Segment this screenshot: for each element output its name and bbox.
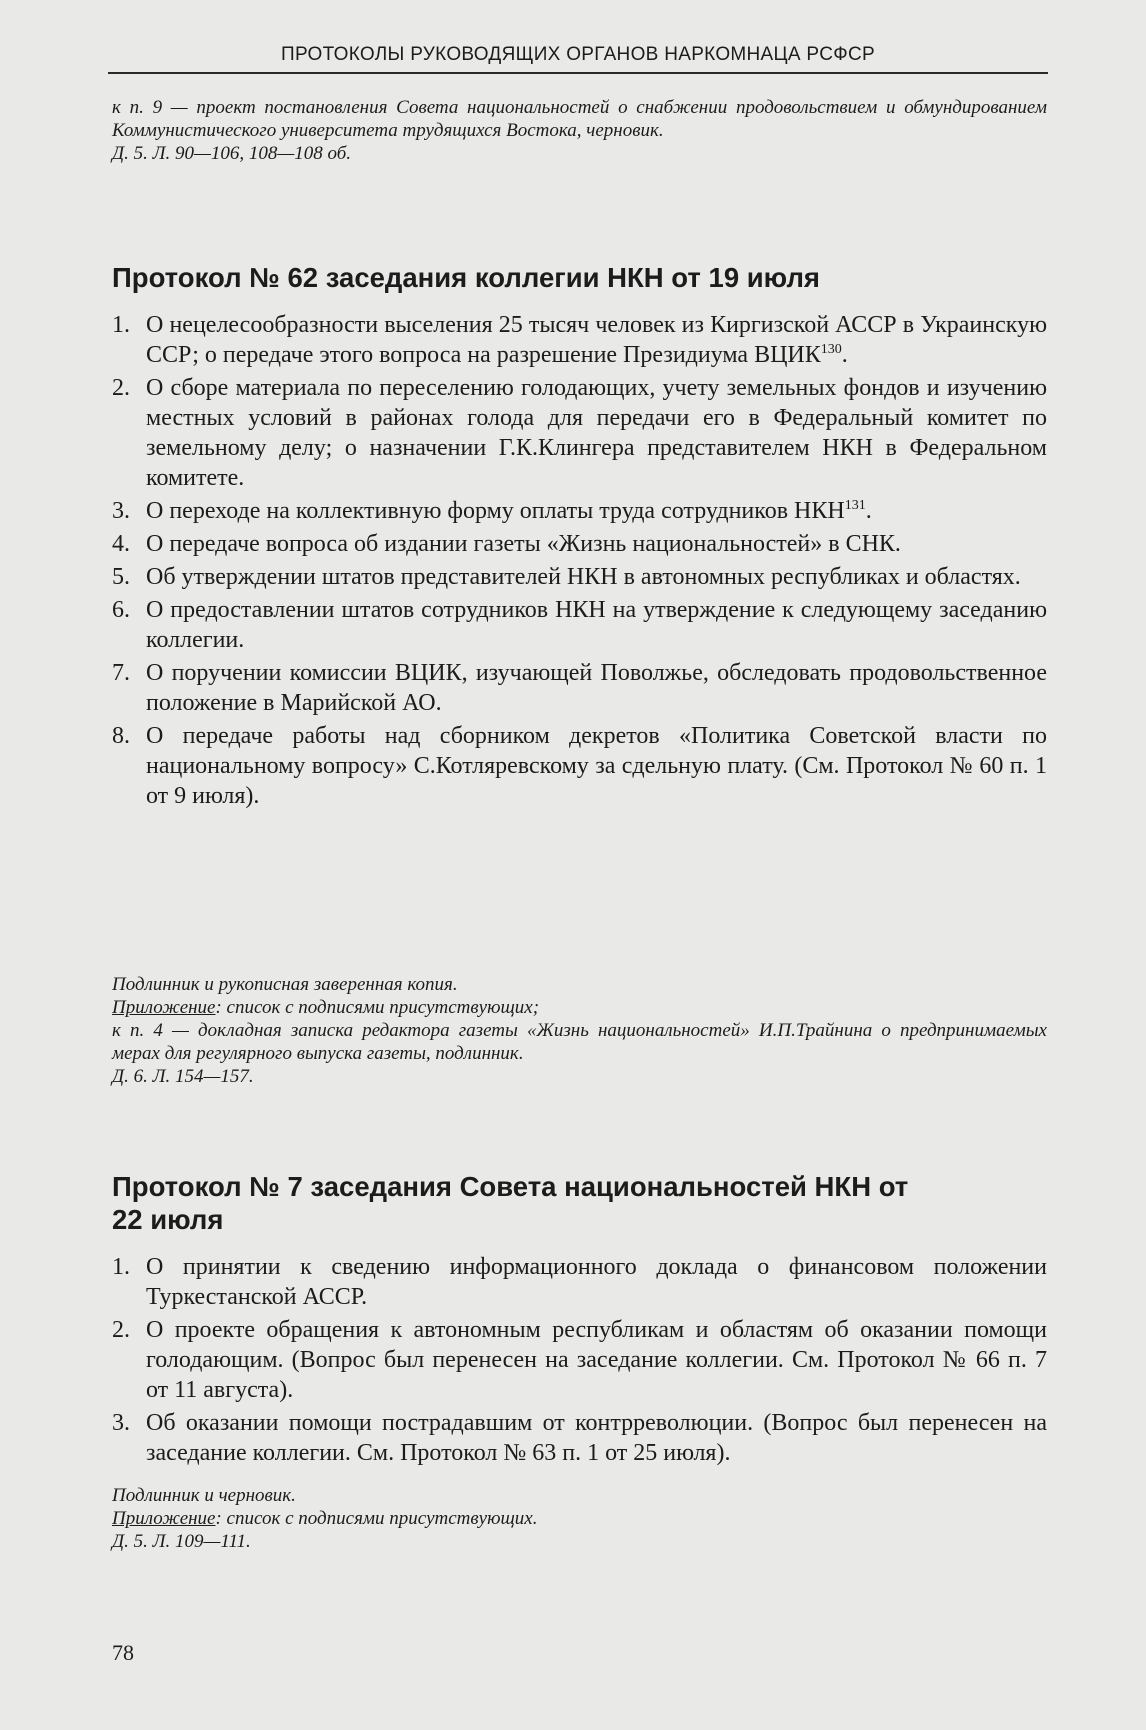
- item-number: 3.: [112, 1410, 130, 1436]
- item-number: 2.: [112, 1317, 130, 1343]
- protocol-62-title: Протокол № 62 заседания коллегии НКН от 19 июля: [112, 262, 820, 293]
- protocol-62-item-8: [112, 721, 1047, 811]
- protocol-62-attachment: к п. 4 — докладная записка редактора газеты «Жизнь национальностей» И.П.Трайнина о предпринимаемых мерах для регулярного выпуска газеты, подлинник.: [112, 1020, 1047, 1064]
- top-note-text: к п. 9 — проект постановления Совета национальностей о снабжении продовольствием и обмундированием Коммунистического университета трудящихся Востока, черновик.: [112, 97, 1047, 141]
- item-text: Об утверждении штатов представителей НКН в автономных республиках и областях.: [146, 564, 1021, 590]
- item-text: О нецелесообразности выселения 25 тысяч человек из Киргизской АССР в Украинскую ССР; о передаче этого вопроса на разрешение Президиума ВЦИК: [146, 312, 1047, 368]
- protocol-62-item-2: [112, 373, 1047, 493]
- item-punct: .: [865, 498, 872, 524]
- item-number: 6.: [112, 597, 130, 623]
- footnote-ref: 130: [820, 342, 842, 357]
- item-number: 4.: [112, 531, 130, 557]
- page-number: 78: [112, 1640, 134, 1665]
- protocol-7-archive-ref: Д. 5. Л. 109—111.: [112, 1531, 251, 1552]
- protocol-62-appendix: [112, 996, 1047, 1019]
- protocol-62-item-7: [112, 658, 1047, 718]
- protocol-7-title: Протокол № 7 заседания Совета национальностей НКН от 22 июля: [112, 1171, 909, 1235]
- item-number: 1.: [112, 312, 130, 338]
- appendix-text: : список с подписями присутствующих;: [215, 997, 540, 1018]
- protocol-62-item-4: [112, 529, 1047, 559]
- item-number: 7.: [112, 660, 130, 686]
- item-number: 2.: [112, 375, 130, 401]
- protocol-62-item-1: [112, 310, 1047, 370]
- appendix-label: Приложение: [112, 1508, 216, 1529]
- protocol-7-notes: [112, 1484, 1047, 1553]
- item-text: О переходе на коллективную форму оплаты труда сотрудников НКН: [146, 498, 845, 524]
- protocol-62-items: [112, 310, 1047, 814]
- protocol-62-source: Подлинник и рукописная заверенная копия.: [112, 974, 458, 995]
- item-text: О принятии к сведению информационного доклада о финансовом положении Туркестанской АССР.: [146, 1254, 1047, 1310]
- item-text: О сборе материала по переселению голодающих, учету земельных фондов и изучению местных условий в районах голода для передачи его в Федеральный комитет по земельному делу; о назначении Г.К.Клингера представителем НКН в Федеральном комитете.: [146, 375, 1047, 491]
- top-note-archive-ref: Д. 5. Л. 90—106, 108—108 об.: [112, 143, 352, 164]
- protocol-7-item-1: [112, 1252, 1047, 1312]
- item-number: 1.: [112, 1254, 130, 1280]
- item-number: 8.: [112, 723, 130, 749]
- item-text: О проекте обращения к автономным республикам и областям об оказании помощи голодающим. (Вопрос был перенесен на заседание коллегии. См. Протокол № 66 п. 7 от 11 августа).: [146, 1317, 1047, 1403]
- appendix-text: : список с подписями присутствующих.: [215, 1508, 538, 1529]
- protocol-62-archive-ref: Д. 6. Л. 154—157.: [112, 1066, 254, 1087]
- protocol-7-source: Подлинник и черновик.: [112, 1485, 296, 1506]
- running-title: ПРОТОКОЛЫ РУКОВОДЯЩИХ ОРГАНОВ НАРКОМНАЦА РСФСР: [281, 44, 875, 65]
- item-number: 3.: [112, 498, 130, 524]
- top-note: [112, 96, 1047, 165]
- item-text: Об оказании помощи пострадавшим от контрреволюции. (Вопрос был перенесен на заседание коллегии. См. Протокол № 63 п. 1 от 25 июля).: [146, 1410, 1047, 1466]
- item-text: О передаче вопроса об издании газеты «Жизнь национальностей» в СНК.: [146, 531, 901, 557]
- item-text: О предоставлении штатов сотрудников НКН на утверждение к следующему заседанию коллегии.: [146, 597, 1047, 653]
- protocol-62-item-3: [112, 496, 1047, 526]
- protocol-62-item-6: [112, 595, 1047, 655]
- protocol-7-item-3: [112, 1408, 1047, 1468]
- item-punct: .: [841, 342, 848, 368]
- item-text: О поручении комиссии ВЦИК, изучающей Поволжье, обследовать продовольственное положение в Марийской АО.: [146, 660, 1047, 716]
- protocol-62-notes: [112, 973, 1047, 1088]
- item-text: О передаче работы над сборником декретов «Политика Советской власти по национальному вопросу» С.Котляревскому за сдельную плату. (См. Протокол № 60 п. 1 от 9 июля).: [146, 723, 1047, 809]
- footnote-ref: 131: [844, 498, 866, 513]
- protocol-62-item-5: [112, 562, 1047, 592]
- protocol-7-item-2: [112, 1315, 1047, 1405]
- protocol-7-appendix: [112, 1507, 1047, 1530]
- appendix-label: Приложение: [112, 997, 216, 1018]
- protocol-7-items: [112, 1252, 1047, 1471]
- header-rule: [108, 72, 1048, 74]
- item-number: 5.: [112, 564, 130, 590]
